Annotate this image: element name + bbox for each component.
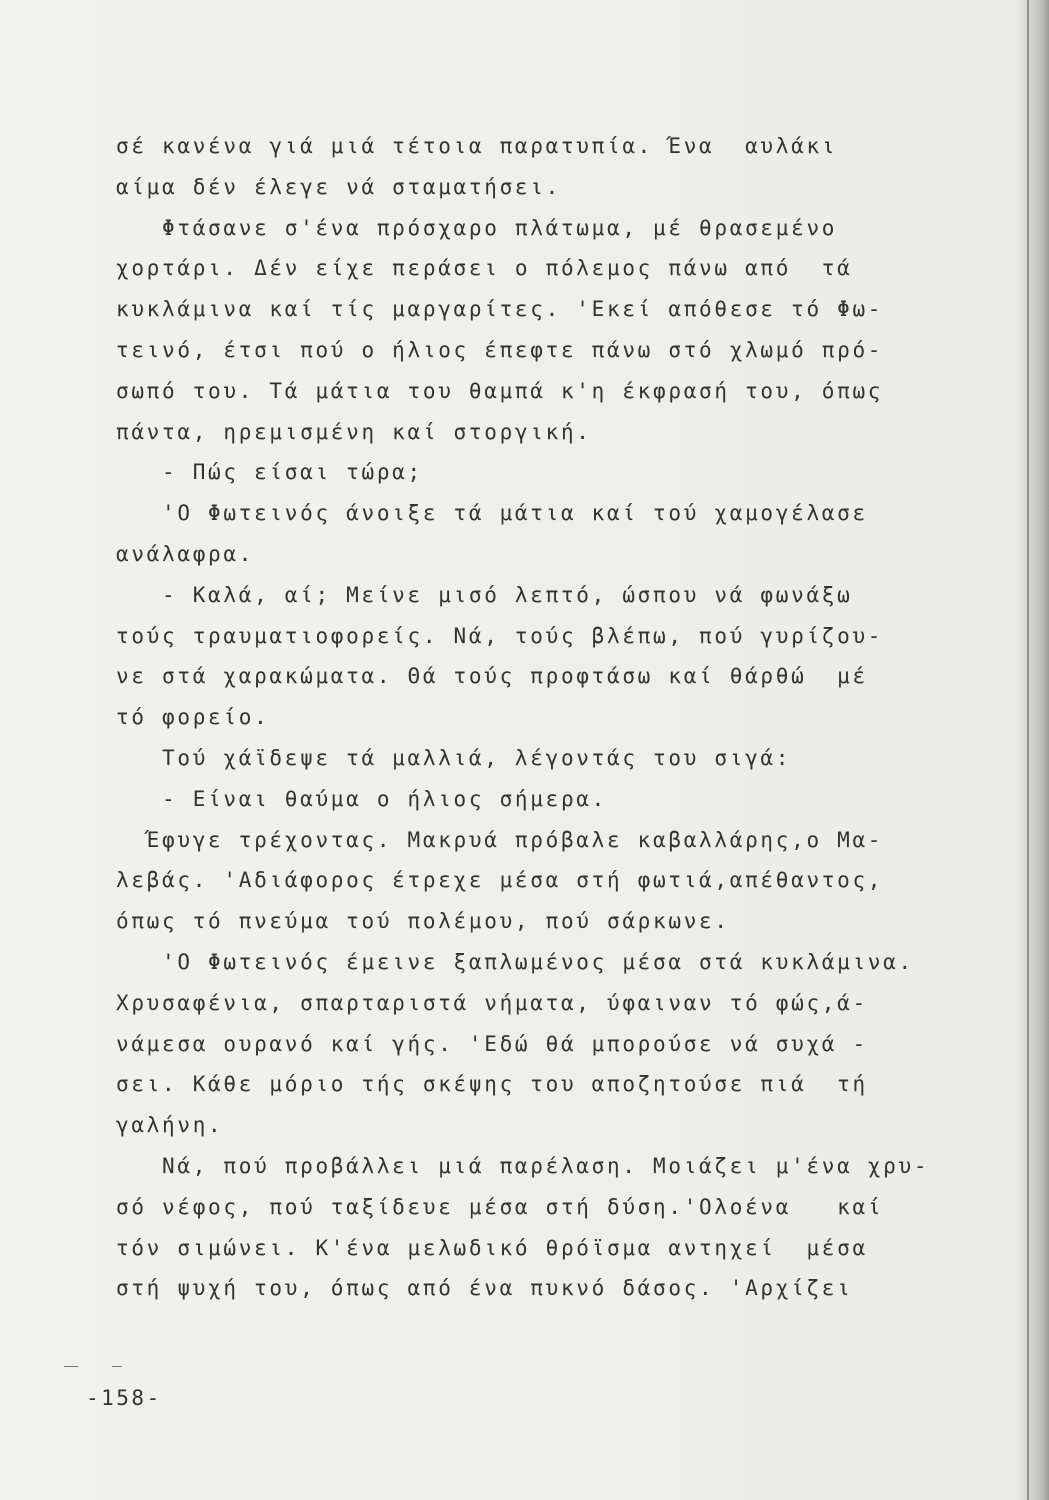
text-line: Φτάσανε σ'ένα πρόσχαρο πλάτωμα, μέ θρασεμένο: [116, 215, 838, 240]
scan-mark: [64, 1366, 78, 1367]
text-line: τό φορείο.: [116, 705, 270, 730]
text-line: γαλήνη.: [116, 1113, 224, 1138]
text-line: χορτάρι. Δέν είχε περάσει ο πόλεμος πάνω από τά: [116, 256, 853, 281]
page-edge-shadow: [1015, 0, 1049, 1500]
text-line: τεινό, έτσι πού ο ήλιος έπεφτε πάνω στό χλωμό πρό-: [116, 337, 884, 362]
text-line: Έφυγε τρέχοντας. Μακρυά πρόβαλε καβαλλάρης,ο Μα-: [116, 827, 884, 852]
text-line: σό νέφος, πού ταξίδευε μέσα στή δύση.'Ολοένα καί: [116, 1194, 884, 1219]
text-line: - Καλά, αί; Μείνε μισό λεπτό, ώσπου νά φωνάξω: [116, 582, 853, 607]
scan-mark: [112, 1366, 122, 1367]
page-edge-line: [1027, 0, 1029, 1500]
text-line: πάντα, ηρεμισμένη καί στοργική.: [116, 419, 592, 444]
text-line: όπως τό πνεύμα τού πολέμου, πού σάρκωνε.: [116, 909, 730, 934]
text-line: Τού χάϊδεψε τά μαλλιά, λέγοντάς του σιγά:: [116, 745, 792, 770]
text-line: λεβάς. 'Αδιάφορος έτρεχε μέσα στή φωτιά,απέθαντος,: [116, 868, 884, 893]
text-line: στή ψυχή του, όπως από ένα πυκνό δάσος. 'Αρχίζει: [116, 1276, 853, 1301]
body-text: [116, 126, 986, 1309]
text-line: 'Ο Φωτεινός άνοιξε τά μάτια καί τού χαμογέλασε: [116, 501, 868, 526]
text-line: σέ κανένα γιά μιά τέτοια παρατυπία. Ένα αυλάκι: [116, 134, 838, 158]
text-line: σωπό του. Τά μάτια του θαμπά κ'η έκφρασή του, όπως: [116, 378, 884, 403]
text-line: κυκλάμινα καί τίς μαργαρίτες. 'Εκεί απόθεσε τό Φω-: [116, 297, 884, 322]
text-line: ανάλαφρα.: [116, 541, 255, 566]
text-line: νε στά χαρακώματα. Θά τούς προφτάσω καί θάρθώ μέ: [116, 664, 868, 689]
text-line: σει. Κάθε μόριο τής σκέψης του αποζητούσε πιά τή: [116, 1072, 868, 1097]
text-line: Νά, πού προβάλλει μιά παρέλαση. Μοιάζει μ'ένα χρυ-: [116, 1153, 930, 1178]
page-number: -158-: [86, 1386, 162, 1410]
text-line: - Είναι θαύμα ο ήλιος σήμερα.: [116, 786, 607, 811]
text-line: Χρυσαφένια, σπαρταριστά νήματα, ύφαιναν τό φώς,ά-: [116, 990, 868, 1015]
text-line: τούς τραυματιοφορείς. Νά, τούς βλέπω, πού γυρίζου-: [116, 623, 884, 648]
text-line: - Πώς είσαι τώρα;: [116, 460, 423, 485]
text-line: νάμεσα ουρανό καί γής. 'Εδώ θά μπορούσε νά συχά -: [116, 1031, 868, 1056]
text-line: τόν σιμώνει. Κ'ένα μελωδικό θρόϊσμα αντηχεί μέσα: [116, 1235, 868, 1260]
text-line: 'Ο Φωτεινός έμεινε ξαπλωμένος μέσα στά κυκλάμινα.: [116, 949, 914, 974]
text-line: αίμα δέν έλεγε νά σταματήσει.: [116, 174, 561, 199]
